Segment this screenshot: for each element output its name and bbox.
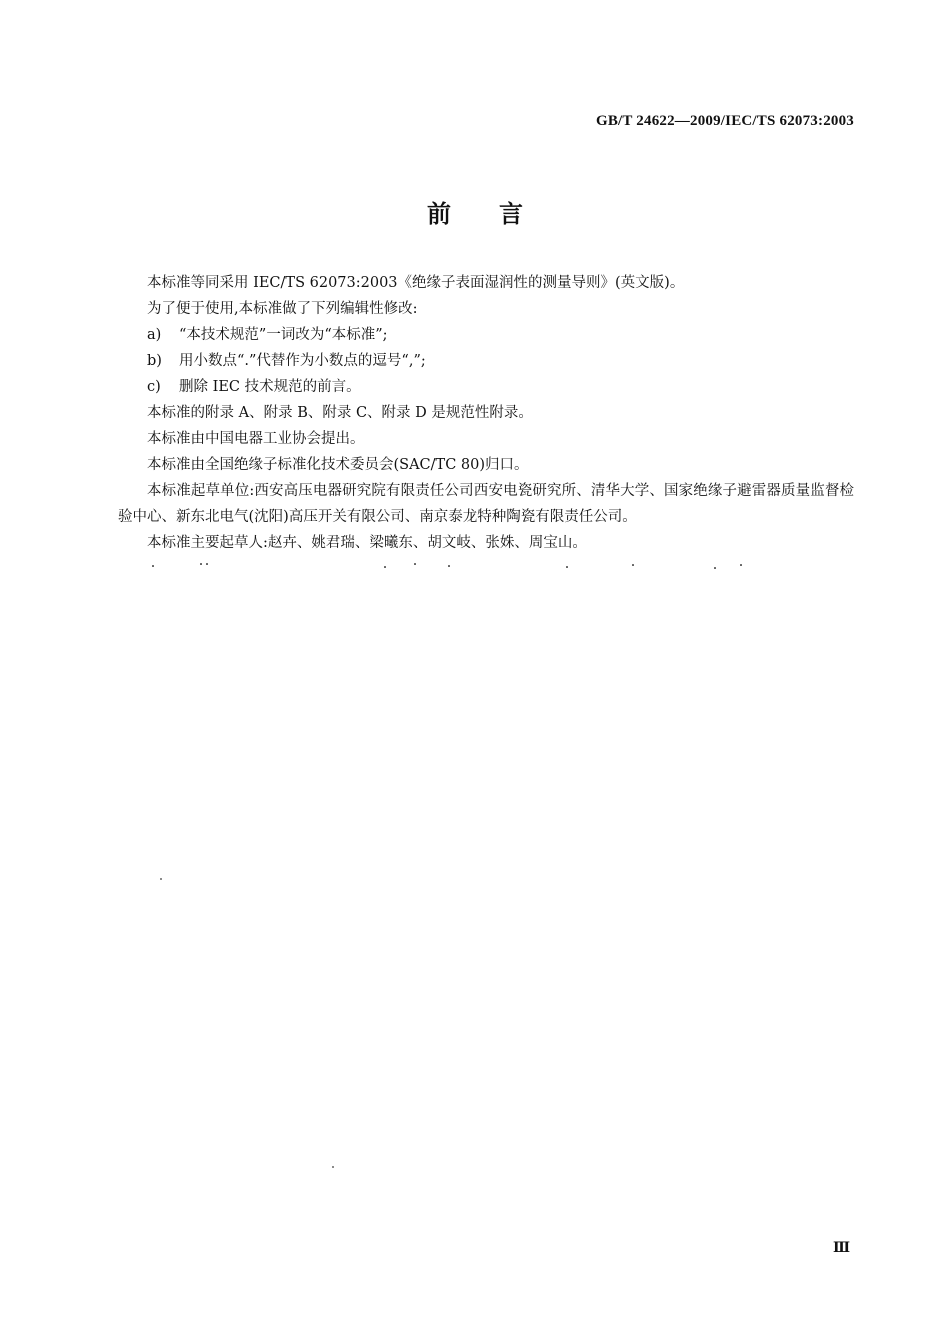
paragraph-annexes: 本标准的附录 A、附录 B、附录 C、附录 D 是规范性附录。	[147, 405, 533, 421]
list-item	[118, 348, 854, 374]
paragraph-proposer: 本标准由中国电器工业协会提出。	[147, 431, 365, 447]
section-title: 前言	[427, 200, 571, 228]
scan-speck	[160, 878, 162, 880]
page-number: Ⅲ	[832, 1241, 850, 1256]
list-item-text: “本技术规范”一词改为“本标准”;	[179, 327, 388, 343]
list-item-text: 用小数点“.”代替作为小数点的逗号“,”;	[179, 353, 426, 369]
scan-speck	[332, 1166, 334, 1168]
paragraph-committee: 本标准由全国绝缘子标准化技术委员会(SAC/TC 80)归口。	[147, 457, 529, 473]
list-item	[118, 322, 854, 348]
list-marker: a)	[147, 327, 162, 343]
standard-number-header: GB/T 24622—2009/IEC/TS 62073:2003	[595, 113, 854, 129]
list-item	[118, 374, 854, 400]
scan-artifact-dots	[148, 562, 748, 570]
list-marker: c)	[147, 379, 161, 395]
paragraph-adoption: 本标准等同采用 IEC/TS 62073:2003《绝缘子表面湿润性的测量导则》(英文版)。	[147, 275, 685, 291]
foreword-body	[118, 270, 854, 556]
list-item-text: 删除 IEC 技术规范的前言。	[179, 379, 361, 395]
list-marker: b)	[147, 353, 162, 369]
paragraph-editorial-intro: 为了便于使用,本标准做了下列编辑性修改:	[147, 301, 418, 317]
paragraph-drafting-units: 本标准起草单位:西安高压电器研究院有限责任公司西安电瓷研究所、清华大学、国家绝缘子避雷器质量监督检验中心、新东北电气(沈阳)高压开关有限公司、南京泰龙特种陶瓷有限责任公司。	[118, 483, 854, 525]
paragraph-drafters: 本标准主要起草人:赵卉、姚君瑞、梁曦东、胡文岐、张姝、周宝山。	[147, 535, 587, 551]
